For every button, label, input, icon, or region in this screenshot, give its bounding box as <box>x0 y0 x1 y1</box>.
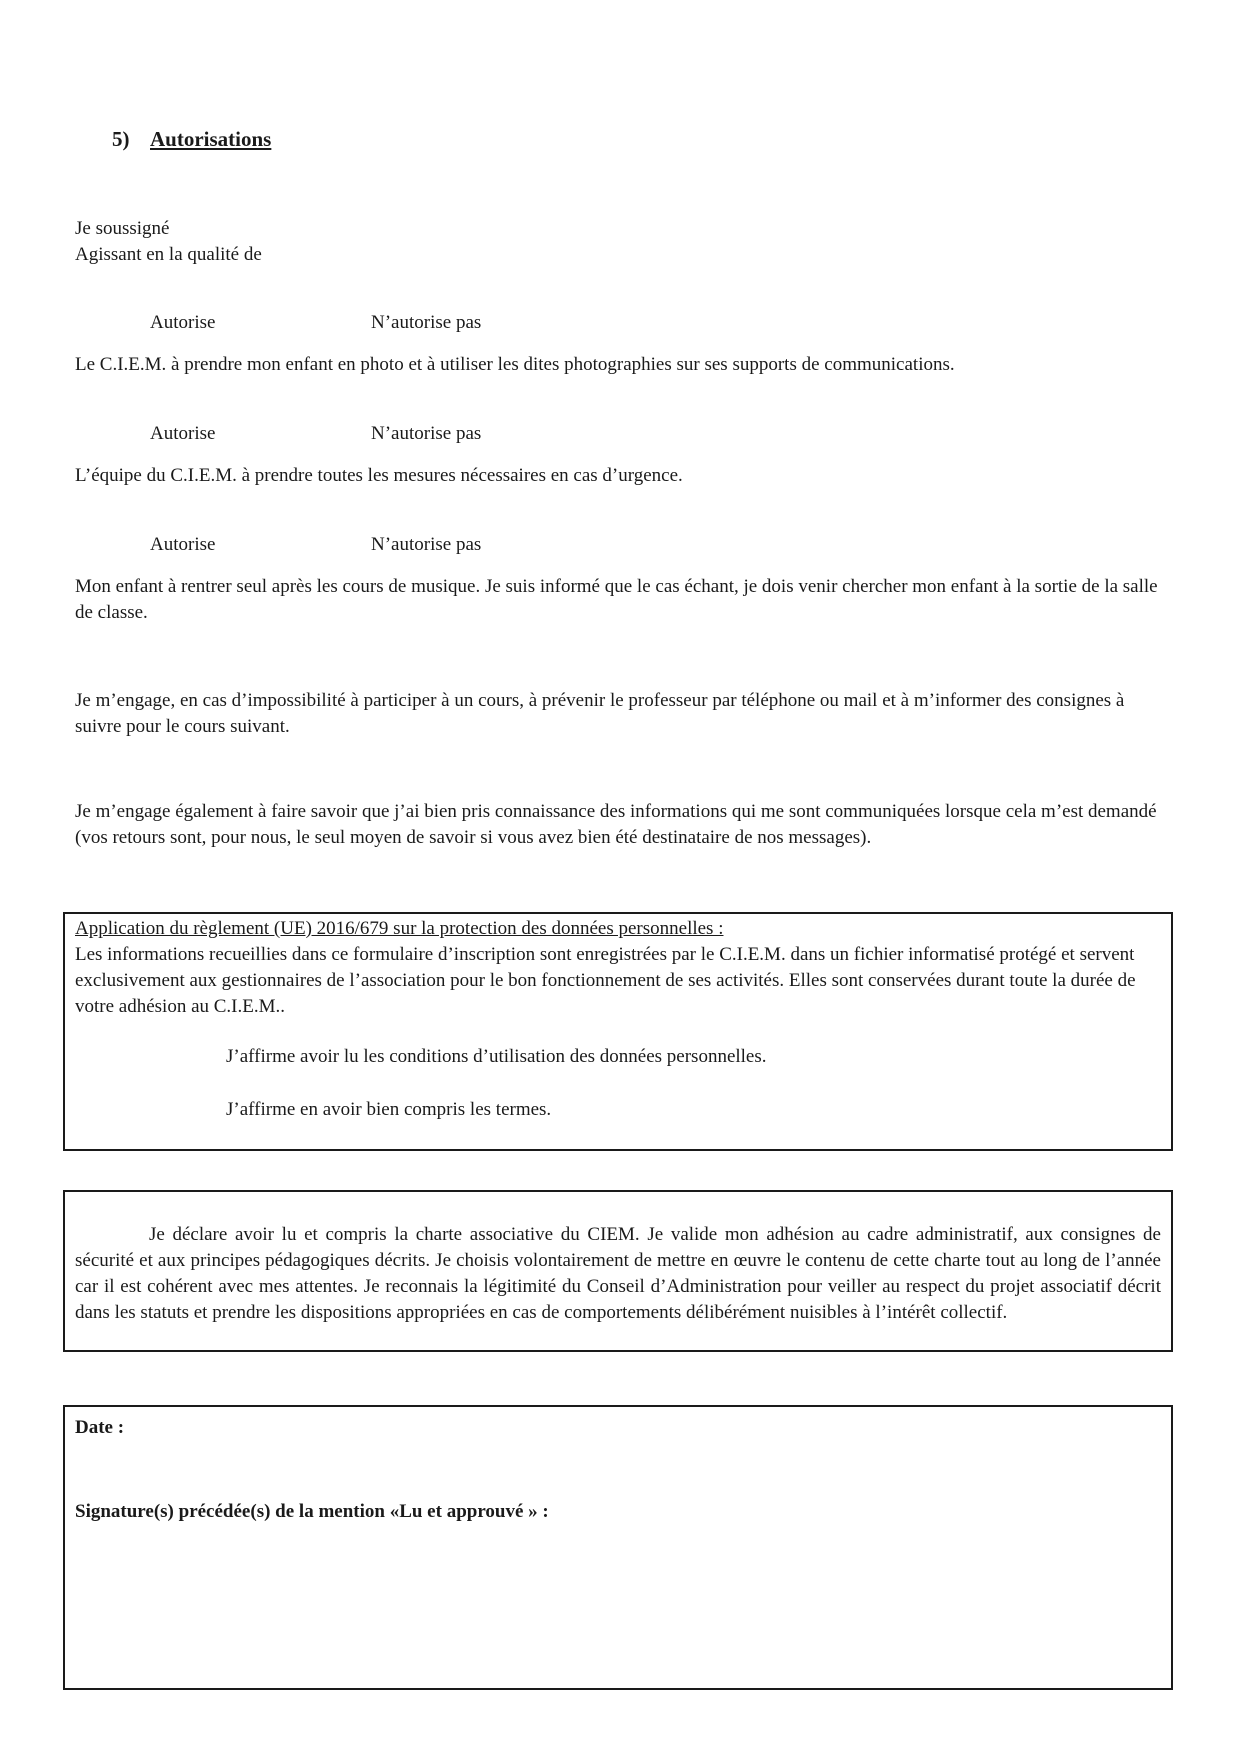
authorize-emergency-option[interactable]: Autorise <box>150 423 216 444</box>
not-authorize-photo-option[interactable]: N’autorise pas <box>371 312 482 333</box>
not-authorize-emergency-option[interactable]: N’autorise pas <box>371 423 482 444</box>
section-number: 5) <box>112 127 130 151</box>
identity-name-line: Je soussigné <box>75 218 170 239</box>
section-heading <box>112 126 271 152</box>
authorization-emergency-text: L’équipe du C.I.E.M. à prendre toutes les mesures nécessaires en cas d’urgence. <box>75 465 683 486</box>
commitment-absence-text: Je m’engage, en cas d’impossibilité à participer à un cours, à prévenir le professeur par téléphone ou mail et à m’informer des consignes à suivre pour le cours suivant. <box>75 690 1125 737</box>
gdpr-affirm-understood-option[interactable]: J’affirme en avoir bien compris les termes. <box>226 1099 552 1120</box>
identity-quality-line: Agissant en la qualité de <box>75 244 262 265</box>
authorization-leave-alone-text: Mon enfant à rentrer seul après les cours de musique. Je suis informé que le cas échant, je dois venir chercher mon enfant à la sortie de la salle de classe. <box>75 576 1158 623</box>
signature-label: Signature(s) précédée(s) de la mention «Lu et approuvé » : <box>75 1501 549 1522</box>
signature-box <box>63 1405 1173 1690</box>
date-label: Date : <box>75 1417 125 1438</box>
authorize-photo-option[interactable]: Autorise <box>150 312 216 333</box>
section-title: Autorisations <box>150 127 272 151</box>
commitment-acknowledge-text: Je m’engage également à faire savoir que j’ai bien pris connaissance des informations qui me sont communiquées lorsque cela m’est demandé (vos retours sont, pour nous, le seul moyen de savoir si vous avez bien été destinataire de nos messages). <box>75 801 1157 848</box>
charter-text: Je déclare avoir lu et compris la charte associative du CIEM. Je valide mon adhésion au cadre administratif, aux consignes de sécurité et aux principes pédagogiques décrits. Je choisis volontairement de mettre en œuvre le contenu de cette charte tout au long de l’année car il est cohérent avec mes attentes. Je reconnais la légitimité du Conseil d’Administration pour veiller au respect du projet associatif décrit dans les statuts et prendre les dispositions appropriées en cas de comportements délibérément nuisibles à l’intérêt collectif. <box>75 1224 1161 1323</box>
not-authorize-leave-alone-option[interactable]: N’autorise pas <box>371 534 482 555</box>
date-field[interactable] <box>75 1443 1155 1483</box>
gdpr-body: Les informations recueillies dans ce formulaire d’inscription sont enregistrées par le C.I.E.M. dans un fichier informatisé protégé et servent exclusivement aux gestionnaires de l’association pour le bon fonctionnement de ses activités. Elles sont conservées durant toute la durée de votre adhésion au C.I.E.M.. <box>75 944 1136 1017</box>
gdpr-affirm-read-option[interactable]: J’affirme avoir lu les conditions d’utilisation des données personnelles. <box>226 1046 767 1067</box>
gdpr-title: Application du règlement (UE) 2016/679 sur la protection des données personnelles : <box>75 918 724 939</box>
charter-box <box>63 1190 1173 1352</box>
authorization-photo-text: Le C.I.E.M. à prendre mon enfant en photo et à utiliser les dites photographies sur ses supports de communications. <box>75 354 955 375</box>
gdpr-box <box>63 912 1173 1151</box>
authorize-leave-alone-option[interactable]: Autorise <box>150 534 216 555</box>
signature-field[interactable] <box>75 1531 1155 1681</box>
